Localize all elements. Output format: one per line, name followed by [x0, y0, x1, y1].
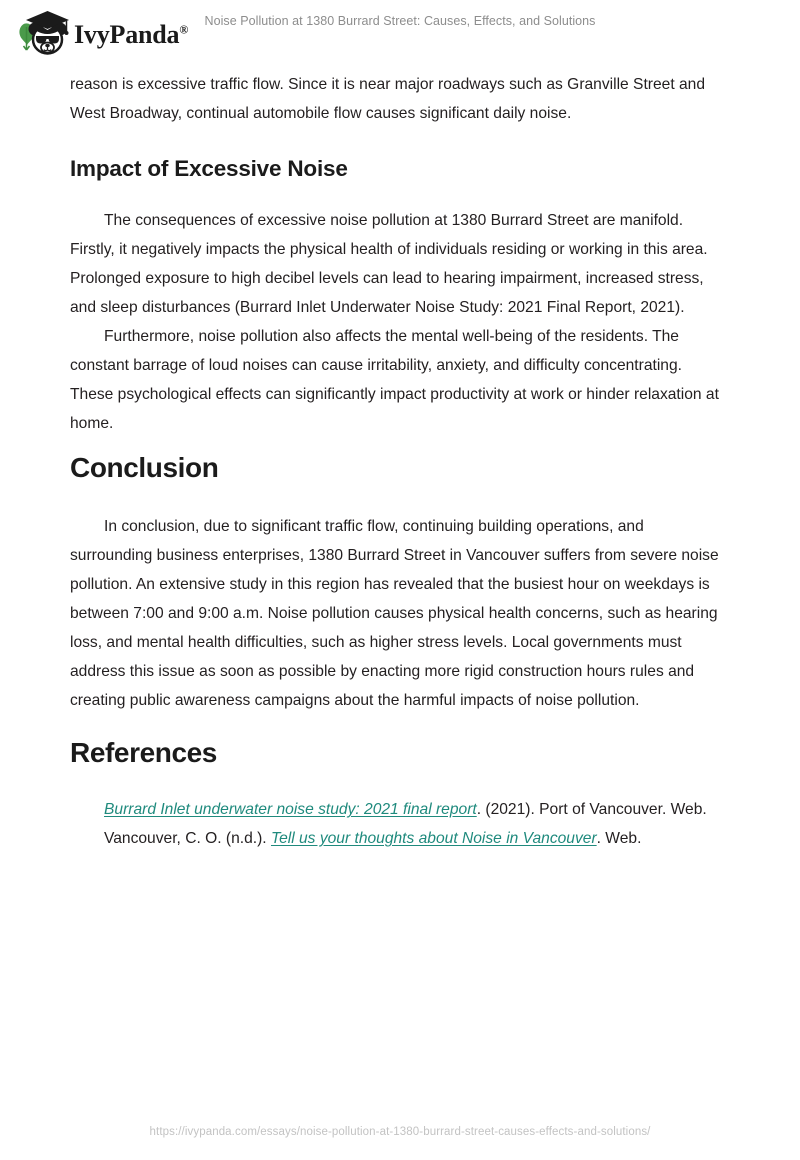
reference-tail-1: . (2021). Port of Vancouver. Web. [476, 801, 707, 818]
reference-tail-2: . Web. [596, 830, 642, 847]
page-header [0, 0, 800, 62]
reference-lead-2: Vancouver, C. O. (n.d.). [104, 830, 271, 847]
footer-source-url: https://ivypanda.com/essays/noise-pollution-at-1380-burrard-street-causes-effects-and-solutions/ [149, 1126, 651, 1138]
paragraph-conclusion-1: In conclusion, due to significant traffic flow, continuing building operations, and surrounding business enterprises, 1380 Burrard Street in Vancouver suffers from severe noise pollution. An extensive study in this region has revealed that the busiest hour on weekdays is between 7:00 and 9:00 a.m. Noise pollution causes physical health concerns, such as hearing loss, and mental health difficulties, such as higher stress levels. Local governments must address this issue as soon as possible by enacting more rigid construction hours rules and creating public awareness campaigns about the harmful impacts of noise pollution. [70, 518, 719, 709]
paragraph-impact-1: The consequences of excessive noise pollution at 1380 Burrard Street are manifold. Firstly, it negatively impacts the physical health of individuals residing or working in this area. Prolonged exposure to high decibel levels can lead to hearing impairment, increased stress, and sleep disturbances (Burrard Inlet Underwater Noise Study: 2021 Final Report, 2021). [70, 212, 708, 316]
reference-link-1[interactable]: Burrard Inlet underwater noise study: 2021 final report [104, 801, 477, 818]
reference-entry-2 [70, 824, 723, 853]
reference-entry-1 [70, 795, 723, 824]
document-body [70, 70, 723, 853]
document-title: Noise Pollution at 1380 Burrard Street: Causes, Effects, and Solutions [204, 14, 596, 28]
paragraph-impact-2: Furthermore, noise pollution also affects the mental well-being of the residents. The constant barrage of loud noises can cause irritability, anxiety, and difficulty concentrating. These psychological effects can significantly impact productivity at work or hinder relaxation at home. [70, 328, 719, 432]
registered-mark: ® [179, 22, 189, 37]
brand-name: IvyPanda [74, 20, 180, 49]
continued-paragraph: reason is excessive traffic flow. Since it is near major roadways such as Granville Street and West Broadway, continual automobile flow causes significant daily noise. [70, 76, 706, 122]
heading-conclusion: Conclusion [70, 452, 219, 483]
heading-references: References [70, 737, 217, 768]
reference-link-2[interactable]: Tell us your thoughts about Noise in Vancouver [270, 830, 597, 847]
heading-impact-of-excessive-noise: Impact of Excessive Noise [70, 156, 348, 181]
